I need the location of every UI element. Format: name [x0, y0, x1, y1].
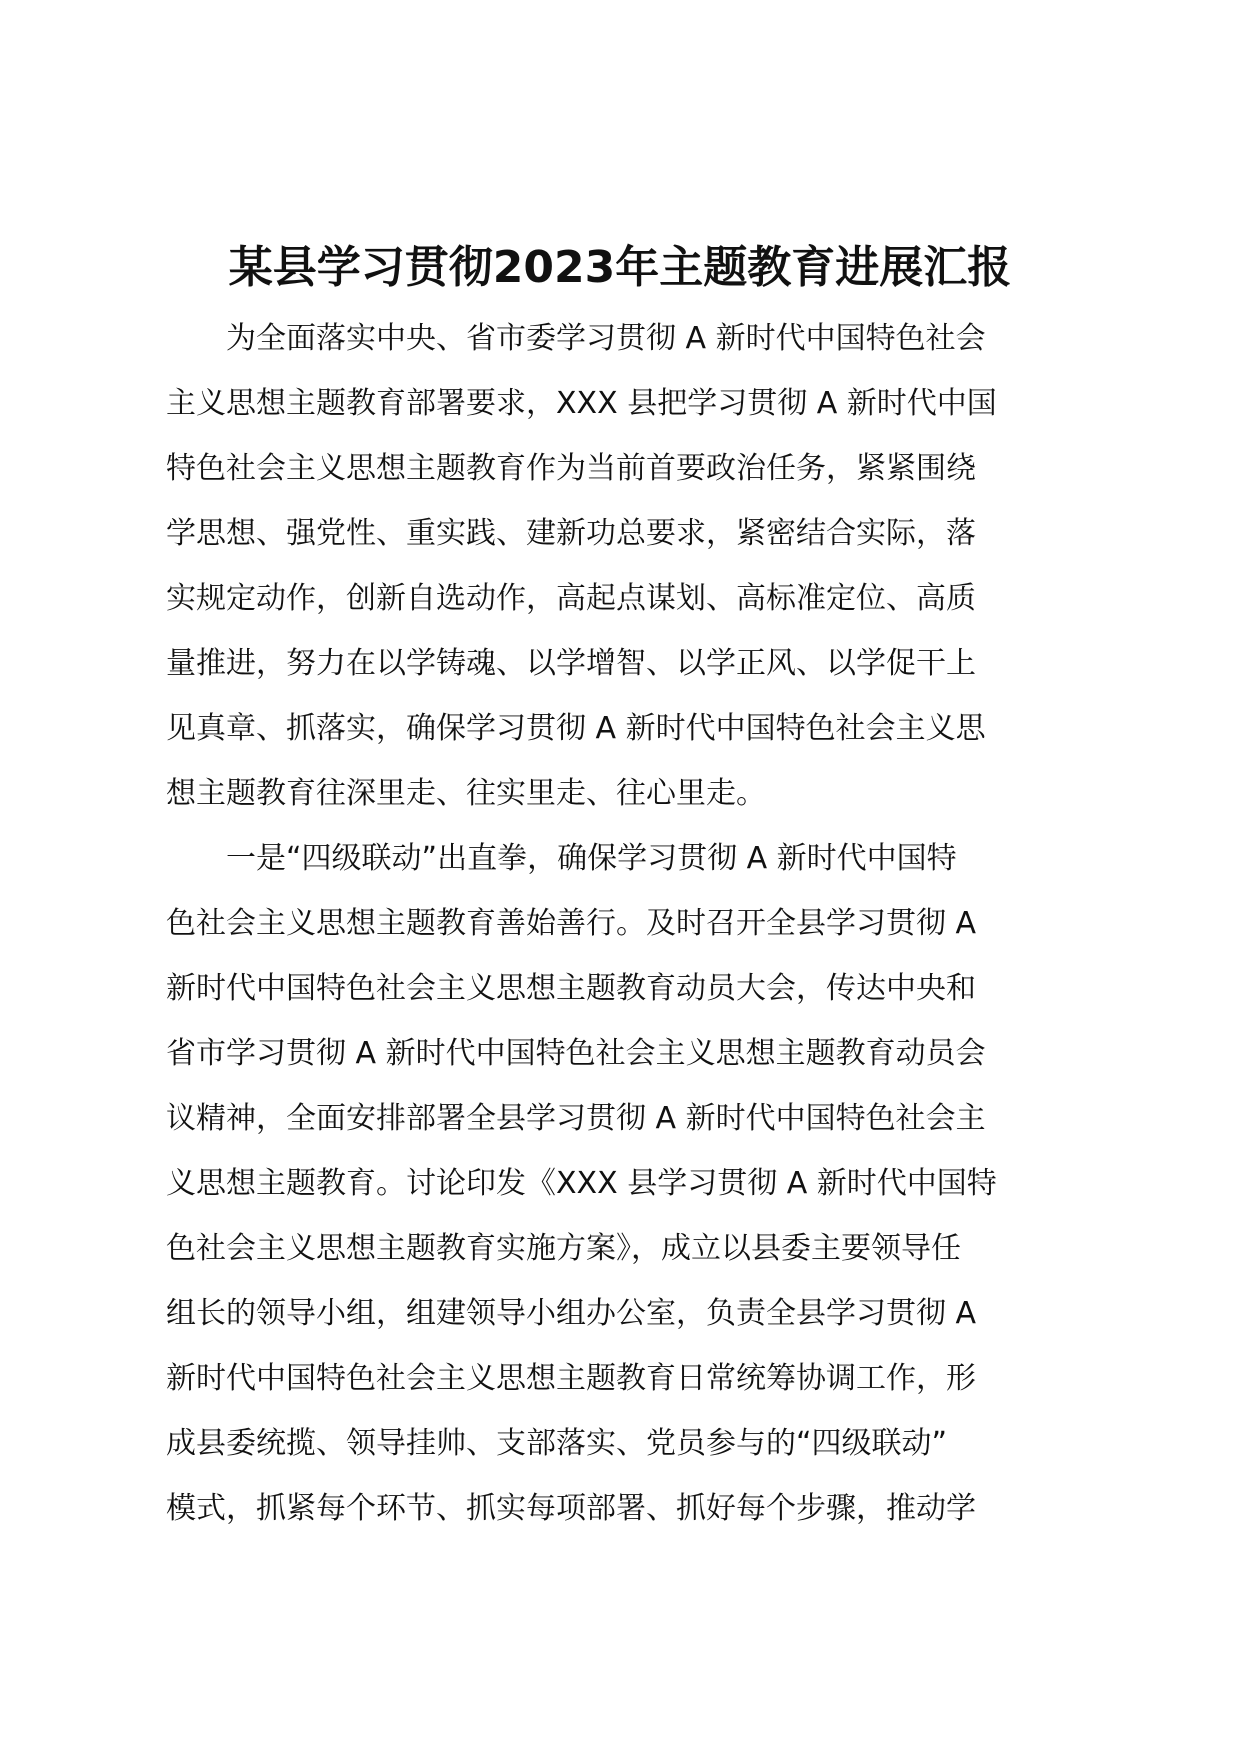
text-line: 一是“四级联动”出直拳，确保学习贯彻 A 新时代中国特 — [226, 841, 957, 876]
paragraph-intro — [166, 306, 1086, 826]
text-line: 特色社会主义思想主题教育作为当前首要政治任务，紧紧围绕 — [166, 451, 976, 486]
text-line: 成县委统揽、领导挂帅、支部落实、党员参与的“四级联动” — [166, 1426, 948, 1461]
text-line: 色社会主义思想主题教育实施方案》，成立以县委主要领导任 — [166, 1231, 961, 1266]
text-line: 学思想、强党性、重实践、建新功总要求，紧密结合实际，落 — [166, 516, 976, 551]
document-title: 某县学习贯彻2023年主题教育进展汇报 — [228, 242, 1012, 293]
text-line: 义思想主题教育。讨论印发《XXX 县学习贯彻 A 新时代中国特 — [166, 1166, 997, 1201]
text-line: 实规定动作，创新自选动作，高起点谋划、高标准定位、高质 — [166, 581, 976, 616]
text-line: 为全面落实中央、省市委学习贯彻 A 新时代中国特色社会 — [226, 321, 986, 356]
text-line: 议精神，全面安排部署全县学习贯彻 A 新时代中国特色社会主 — [166, 1101, 986, 1136]
text-line: 见真章、抓落实，确保学习贯彻 A 新时代中国特色社会主义思 — [166, 711, 986, 746]
text-line: 色社会主义思想主题教育善始善行。及时召开全县学习贯彻 A — [166, 906, 977, 941]
text-line: 主义思想主题教育部署要求，XXX 县把学习贯彻 A 新时代中国 — [166, 386, 997, 421]
text-line: 模式，抓紧每个环节、抓实每项部署、抓好每个步骤，推动学 — [166, 1491, 976, 1526]
document-body — [166, 306, 1086, 1541]
text-line: 想主题教育往深里走、往实里走、往心里走。 — [166, 776, 766, 811]
text-line: 新时代中国特色社会主义思想主题教育日常统筹协调工作，形 — [166, 1361, 976, 1396]
text-line: 新时代中国特色社会主义思想主题教育动员大会，传达中央和 — [166, 971, 976, 1006]
text-line: 组长的领导小组，组建领导小组办公室，负责全县学习贯彻 A — [166, 1296, 977, 1331]
paragraph-section-one — [166, 826, 1086, 1541]
text-line: 省市学习贯彻 A 新时代中国特色社会主义思想主题教育动员会 — [166, 1036, 986, 1071]
text-line: 量推进，努力在以学铸魂、以学增智、以学正风、以学促干上 — [166, 646, 976, 681]
